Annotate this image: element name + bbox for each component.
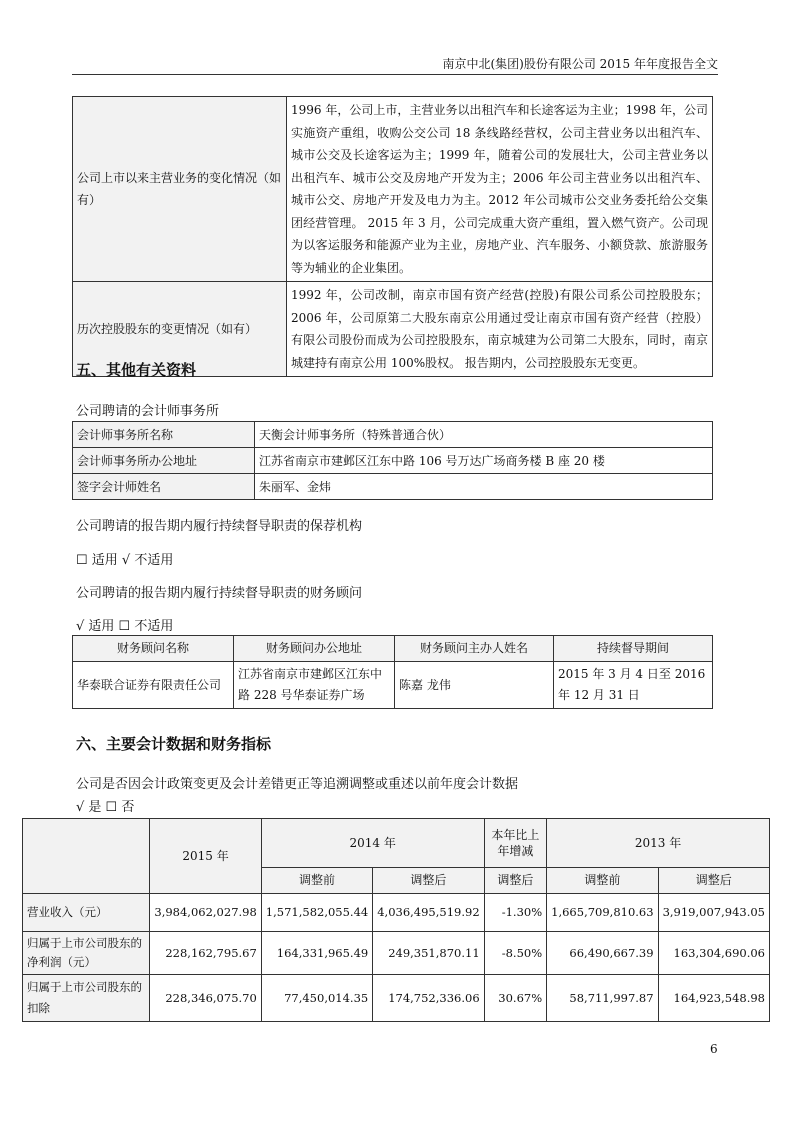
table-row <box>23 894 770 932</box>
column-header: 2014 年 <box>261 819 484 868</box>
table-cell: 2015 年 3 月 4 日至 2016 年 12 月 31 日 <box>554 662 713 709</box>
row-label: 公司上市以来主营业务的变化情况（如有） <box>73 97 287 282</box>
applicability-option: √ 适用 ☐ 不适用 <box>76 619 174 634</box>
row-value: 天衡会计师事务所（特殊普通合伙） <box>255 422 713 448</box>
history-table <box>72 96 713 377</box>
table-cell: 77,450,014.35 <box>261 975 372 1022</box>
row-label: 历次控股股东的变更情况（如有） <box>73 282 287 377</box>
row-label: 营业收入（元） <box>23 894 150 932</box>
table-cell: 66,490,667.39 <box>547 932 658 975</box>
row-value: 1992 年，公司改制，南京市国有资产经营(控股)有限公司系公司控股股东；2006 年，公司原第二大股东南京公用通过受让南京市国有资产经营（控股）有限公司股份而成为公司控股股东，南京城建为公司第二大股东，同时，南京城建持有南京公用 100%股权。 报告期内，公司控股股东无变更。 <box>287 282 713 377</box>
column-header: 2013 年 <box>547 819 770 868</box>
table-cell: 163,304,690.06 <box>658 932 769 975</box>
table-cell: 1,571,582,055.44 <box>261 894 372 932</box>
financial-table <box>22 818 770 1022</box>
table-cell: 江苏省南京市建邺区江东中路 228 号华泰证券广场 <box>234 662 395 709</box>
table-cell: 3,919,007,943.05 <box>658 894 769 932</box>
table-cell: 58,711,997.87 <box>547 975 658 1022</box>
table-cell: 华泰联合证券有限责任公司 <box>73 662 234 709</box>
table-row <box>73 422 713 448</box>
row-value: 1996 年，公司上市，主营业务以出租汽车和长途客运为主业；1998 年，公司实施资产重组，收购公交公司 18 条线路经营权，公司主营业务以出租汽车、城市公交及长途客运为主；1999 年，随着公司的发展壮大，公司主营业务以出租汽车、城市公交及房地产开发为主；2006 年公司主营业务以出租汽车、城市公交、房地产开发及电力为主。2012 年公司城市公交业务委托给公交集团经营管理。 2015 年 3 月，公司完成重大资产重组，置入燃气资产。公司现为以客运服务和能源产业为主业，房地产业、汽车服务、小额贷款、旅游服务等为辅业的企业集团。 <box>287 97 713 282</box>
section-title: 六、主要会计数据和财务指标 <box>76 735 272 753</box>
table-cell: 30.67% <box>484 975 547 1022</box>
subheading: 公司聘请的会计师事务所 <box>76 404 220 419</box>
table-cell: 4,036,495,519.92 <box>373 894 484 932</box>
subheading: 公司是否因会计政策变更及会计差错更正等追溯调整或重述以前年度会计数据 <box>76 777 519 792</box>
column-header: 财务顾问办公地址 <box>234 636 395 662</box>
table-row <box>73 97 713 282</box>
table-cell: 陈嘉 龙伟 <box>395 662 554 709</box>
page-number: 6 <box>710 1042 718 1056</box>
table-cell: 1,665,709,810.63 <box>547 894 658 932</box>
table-cell: 164,923,548.98 <box>658 975 769 1022</box>
table-cell: 174,752,336.06 <box>373 975 484 1022</box>
subheading: 公司聘请的报告期内履行持续督导职责的保荐机构 <box>76 519 363 534</box>
row-label: 签字会计师姓名 <box>73 474 255 500</box>
column-header: 财务顾问名称 <box>73 636 234 662</box>
row-label: 会计师事务所办公地址 <box>73 448 255 474</box>
table-cell: -8.50% <box>484 932 547 975</box>
table-row <box>23 975 770 1022</box>
table-row <box>73 474 713 500</box>
section-title: 五、其他有关资料 <box>76 361 197 379</box>
column-header: 调整后 <box>484 868 547 894</box>
table-cell: 228,162,795.67 <box>150 932 261 975</box>
table-header-row <box>73 636 713 662</box>
subheading: 公司聘请的报告期内履行持续督导职责的财务顾问 <box>76 586 363 601</box>
table-cell: 164,331,965.49 <box>261 932 372 975</box>
table-cell: 3,984,062,027.98 <box>150 894 261 932</box>
column-header: 调整前 <box>547 868 658 894</box>
column-header: 财务顾问主办人姓名 <box>395 636 554 662</box>
column-header: 调整前 <box>261 868 372 894</box>
table-row <box>23 932 770 975</box>
table-row <box>73 662 713 709</box>
row-value: 朱丽军、金炜 <box>255 474 713 500</box>
column-header <box>23 819 150 894</box>
row-label: 会计师事务所名称 <box>73 422 255 448</box>
column-header: 2015 年 <box>150 819 261 894</box>
table-cell: 249,351,870.11 <box>373 932 484 975</box>
applicability-option: ☐ 适用 √ 不适用 <box>76 553 174 568</box>
column-header: 本年比上年增减 <box>484 819 547 868</box>
page-header: 南京中北(集团)股份有限公司 2015 年年度报告全文 <box>72 56 718 75</box>
column-header: 调整后 <box>373 868 484 894</box>
table-cell: -1.30% <box>484 894 547 932</box>
row-label: 归属于上市公司股东的扣除 <box>23 975 150 1022</box>
advisor-table <box>72 635 713 709</box>
applicability-option: √ 是 ☐ 否 <box>76 800 135 815</box>
table-cell: 228,346,075.70 <box>150 975 261 1022</box>
row-label: 归属于上市公司股东的净利润（元） <box>23 932 150 975</box>
row-value: 江苏省南京市建邺区江东中路 106 号万达广场商务楼 B 座 20 楼 <box>255 448 713 474</box>
table-row <box>73 448 713 474</box>
table-header-row <box>23 819 770 868</box>
column-header: 持续督导期间 <box>554 636 713 662</box>
auditor-table <box>72 421 713 500</box>
column-header: 调整后 <box>658 868 769 894</box>
